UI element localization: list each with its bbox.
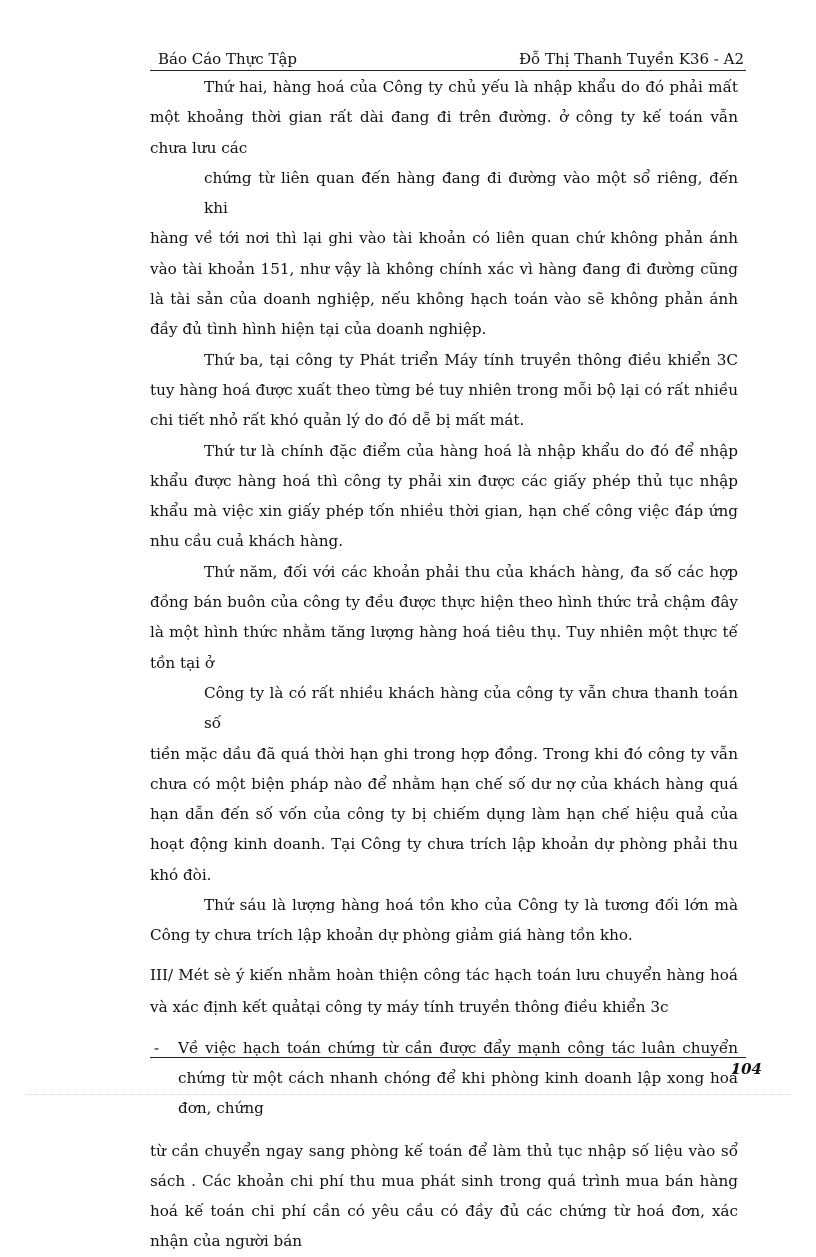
paragraph-thu-hai-end: hàng về tới nơi thì lại ghi vào tài khoản có liên quan chứ không phản ánh vào tài khoản 151, như vậy là không chính xác vì hàng đang đi đường cũng là tài sản của doanh nghiệp, nếu không hạch toán vào sẽ không phản ánh đầy đủ tình hình hiện tại của doanh nghiệp. [150,229,738,339]
page-number: 104 [730,1060,762,1078]
paragraph-thu-sau: Thứ sáu là lượng hàng hoá tồn kho của Công ty là tương đối lớn mà Công ty chưa trích lập khoản dự phòng giảm giá hàng tồn kho. [150,896,738,945]
header-report-title: Báo Cáo Thực Tập [158,50,298,68]
paragraph-thu-nam: Thứ năm, đối với các khoản phải thu của khách hàng, đa số các hợp đồng bán buôn của công ty đều được thực hiện theo hình thức trả chậm đây là một hình thức nhằm tăng lượng hàng hoá tiêu thụ. Tuy nhiên một thực tế tồn tại ở [150,562,738,672]
bullet-item [150,1033,738,1124]
footer-divider [150,1057,746,1058]
paragraph-thu-ba: Thứ ba, tại công ty Phát triển Máy tính truyền thông điều khiển 3C tuy hàng hoá được xuất theo từng bé tuy nhiên trong mỗi bộ lại có rất nhiều chi tiết nhỏ rất khó quản lý do đó dễ bị mất mát. [150,350,738,430]
paragraph-thu-hai-cont: chứng từ liên quan đến hàng đang đi đường vào một sổ riêng, đến khi [204,168,738,218]
paragraph-thu-tu: Thứ tư là chính đặc điểm của hàng hoá là nhập khẩu do đó để nhập khẩu được hàng hoá thì công ty phải xin được các giấy phép thủ tục nhập khẩu mà việc xin giấy phép tốn nhiều thời gian, hạn chế công việc đáp ứng nhu cầu cuả khách hàng. [150,441,738,551]
section-heading: III/ Mét sè ý kiến nhằm hoàn thiện công tác hạch toán lưu chuyển hàng hoá và xác định kết quảtại công ty máy tính truyền thông điều khiển 3c [150,965,738,1016]
bullet-text: Về việc hạch toán chứng từ cần được đẩy mạnh công tác luân chuyển chứng từ một cách nhanh chóng để khi phòng kinh doanh lập xong hoá đơn, chứng [178,1038,738,1118]
header-author: Đỗ Thị Thanh Tuyền K36 - A2 [518,50,744,68]
page-header [158,50,744,70]
bullet-dash: - [154,1038,160,1057]
header-divider [150,70,746,71]
paragraph-thu-nam-end: tiền mặc dầu đã quá thời hạn ghi trong hợp đồng. Trong khi đó công ty vẫn chưa có một biện pháp nào để nhằm hạn chế số dư nợ của khách hàng quá hạn dẫn đến số vốn của công ty bị chiếm dụng làm hạn chế hiệu quả của hoạt động kinh doanh. Tại Công ty chưa trích lập khoản dự phòng phải thu khó đòi. [150,744,738,884]
paragraph-thu-hai: Thứ hai, hàng hoá của Công ty chủ yếu là nhập khẩu do đó phải mất một khoảng thời gian rất dài đang đi trên đường. ở công ty kế toán vẫn chưa lưu các [150,78,738,157]
paragraph-thu-nam-cont: Công ty là có rất nhiều khách hàng của công ty vẫn chưa thanh toán số [204,683,738,733]
paragraph-chung-tu: từ cần chuyển ngay sang phòng kế toán để làm thủ tục nhập số liệu vào sổ sách . Các khoản chi phí thu mua phát sinh trong quá trình mua bán hàng hoá kế toán chi phí cần có yêu cầu có đầy đủ các chứng từ hoá đơn, xác nhận của người bán [150,1141,738,1251]
document-body [150,72,738,1257]
page-bottom-dotted-line [26,1094,790,1095]
